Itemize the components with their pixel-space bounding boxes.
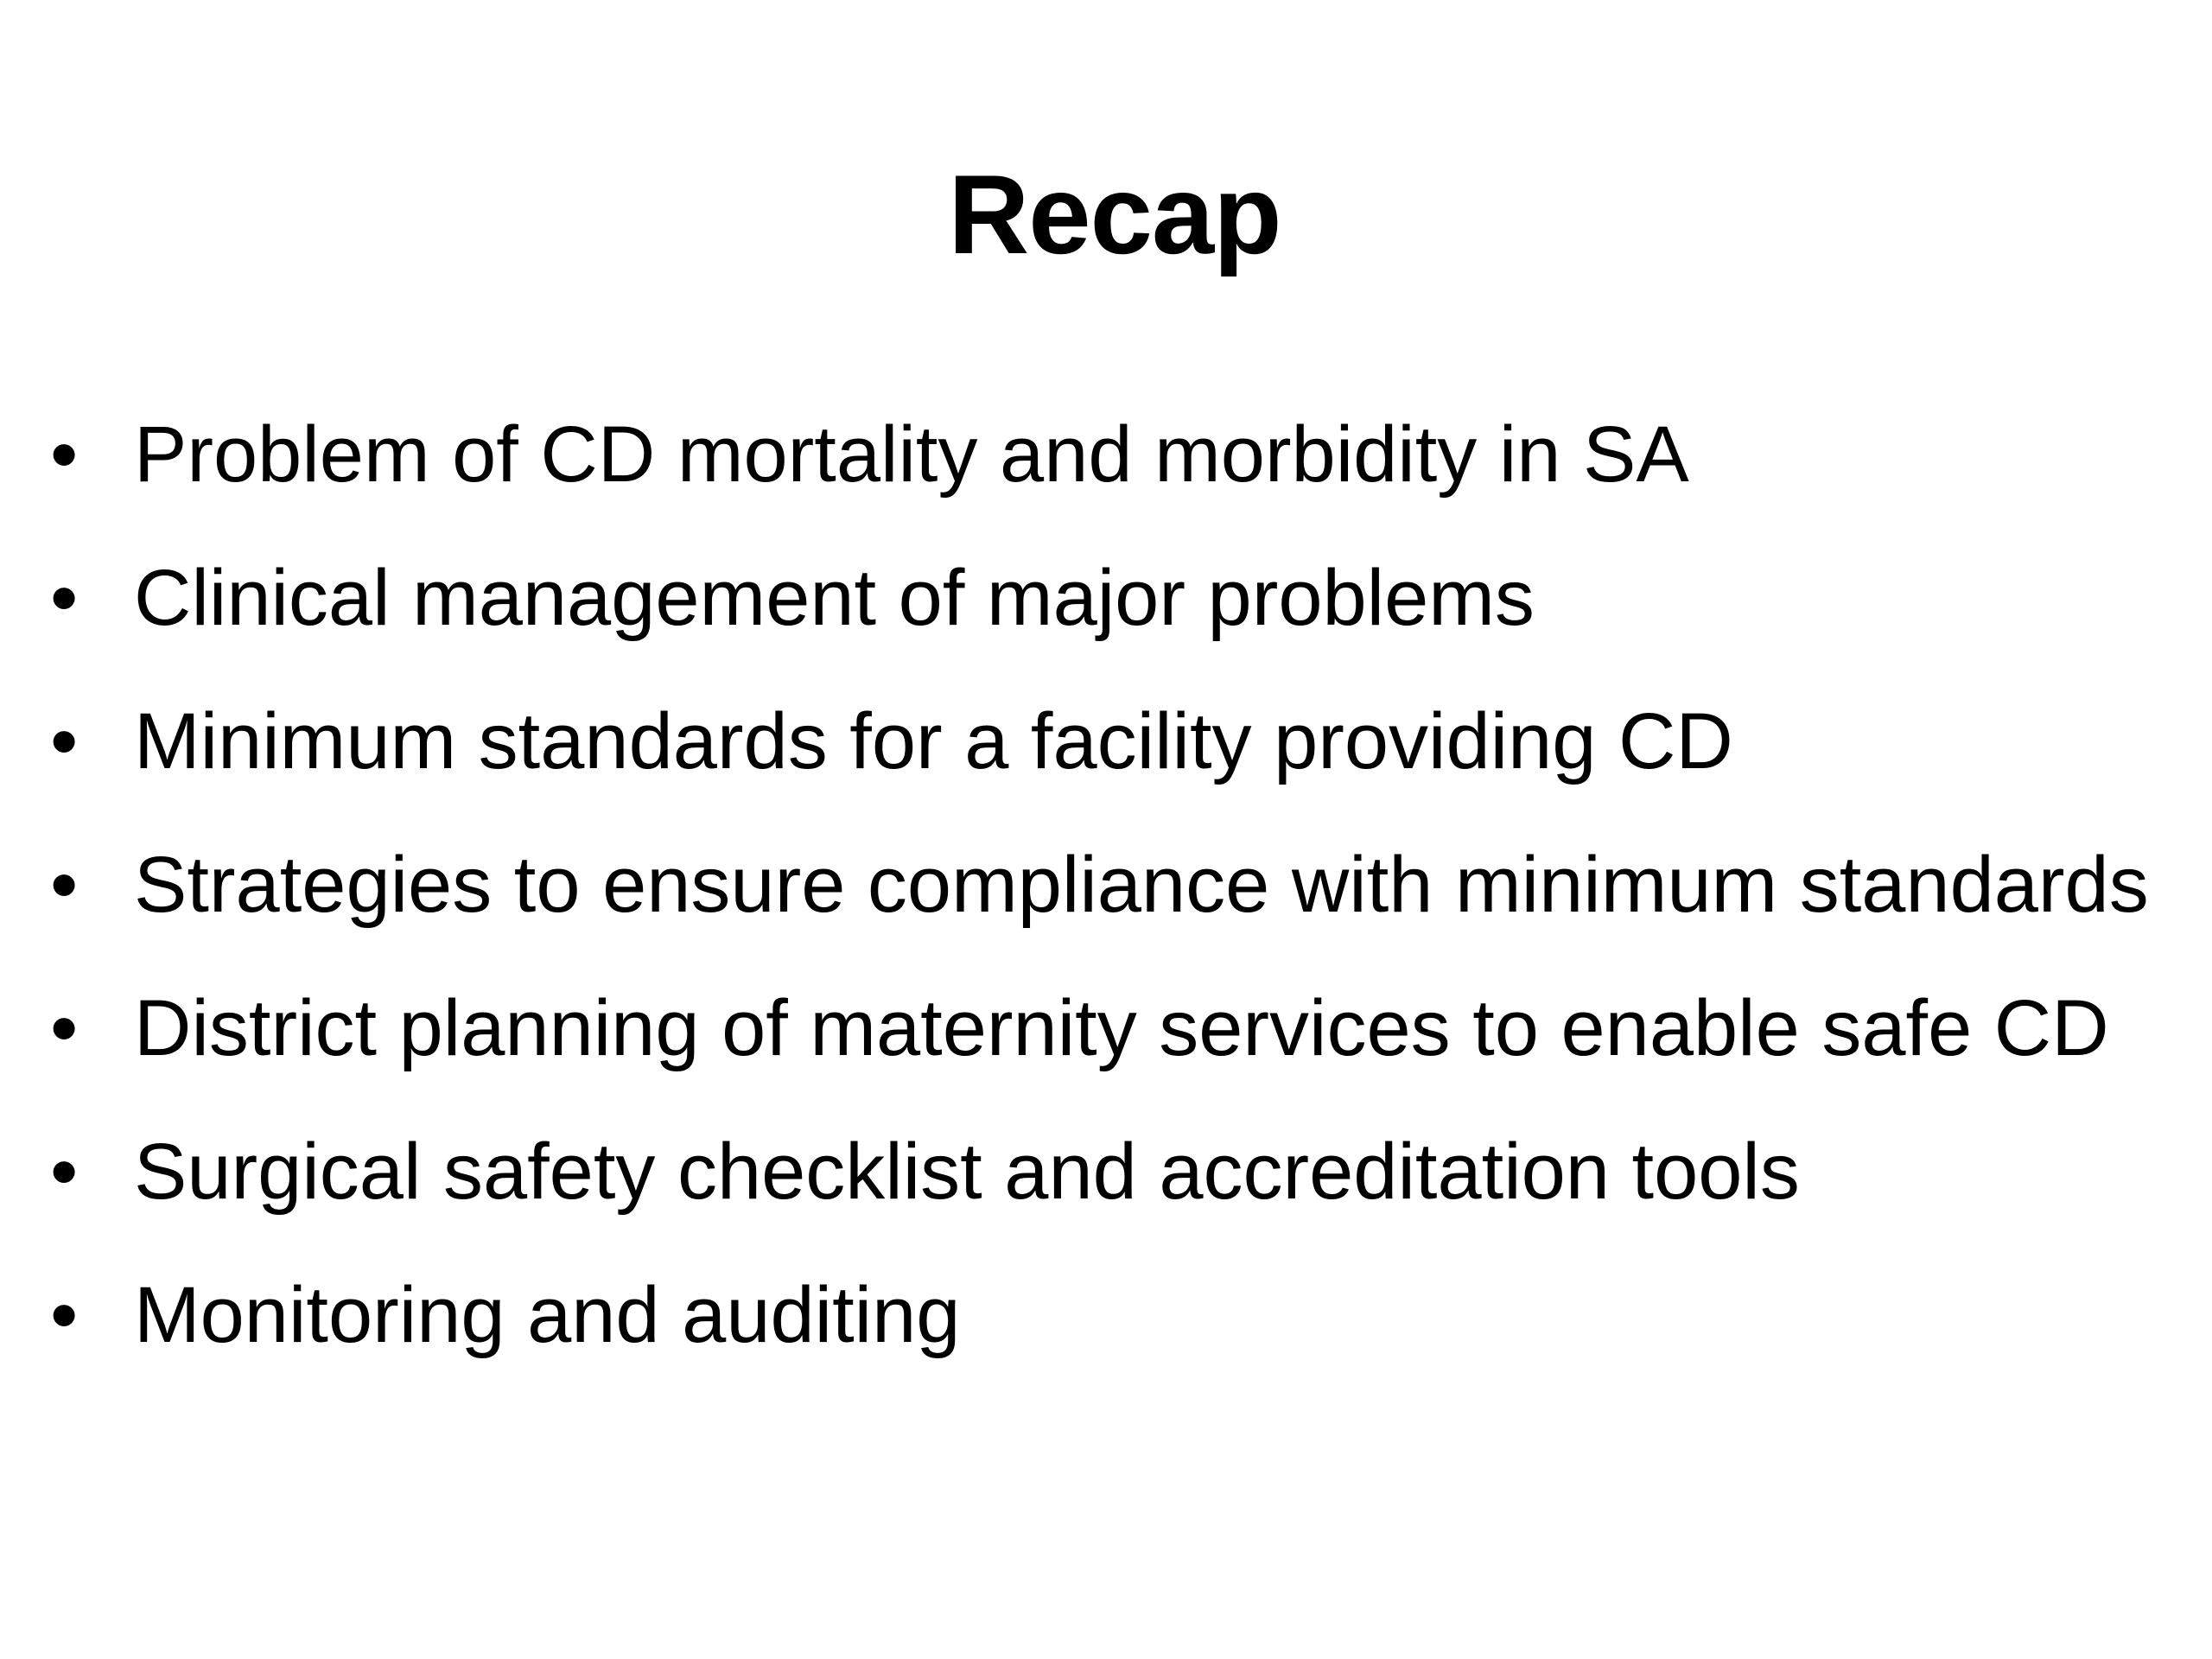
bullet-item (0, 826, 2212, 944)
bullet-text: District planning of maternity services to enable safe CD (134, 984, 2109, 1072)
bullet-text: Monitoring and auditing (134, 1271, 961, 1359)
bullet-dot-icon: • (50, 554, 79, 642)
bullet-item (0, 1256, 2212, 1375)
bullet-text: Minimum standards for a facility providing CD (134, 697, 1733, 785)
bullet-dot-icon: • (50, 697, 79, 785)
bullet-item (0, 683, 2212, 801)
bullet-dot-icon: • (50, 1271, 79, 1359)
slide-title: Recap (948, 151, 1281, 277)
bullet-dot-icon: • (50, 1128, 79, 1216)
bullet-item (0, 396, 2212, 514)
bullet-dot-icon: • (50, 410, 79, 499)
bullet-list (0, 396, 2212, 1400)
bullet-text: Surgical safety checklist and accreditation tools (134, 1128, 1800, 1216)
bullet-item (0, 539, 2212, 658)
bullet-text: Problem of CD mortality and morbidity in SA (134, 410, 1689, 499)
bullet-dot-icon: • (50, 841, 79, 929)
bullet-item (0, 969, 2212, 1088)
bullet-dot-icon: • (50, 984, 79, 1072)
bullet-item (0, 1113, 2212, 1231)
bullet-text: Clinical management of major problems (134, 554, 1535, 642)
bullet-text: Strategies to ensure compliance with minimum standards (134, 841, 2149, 929)
